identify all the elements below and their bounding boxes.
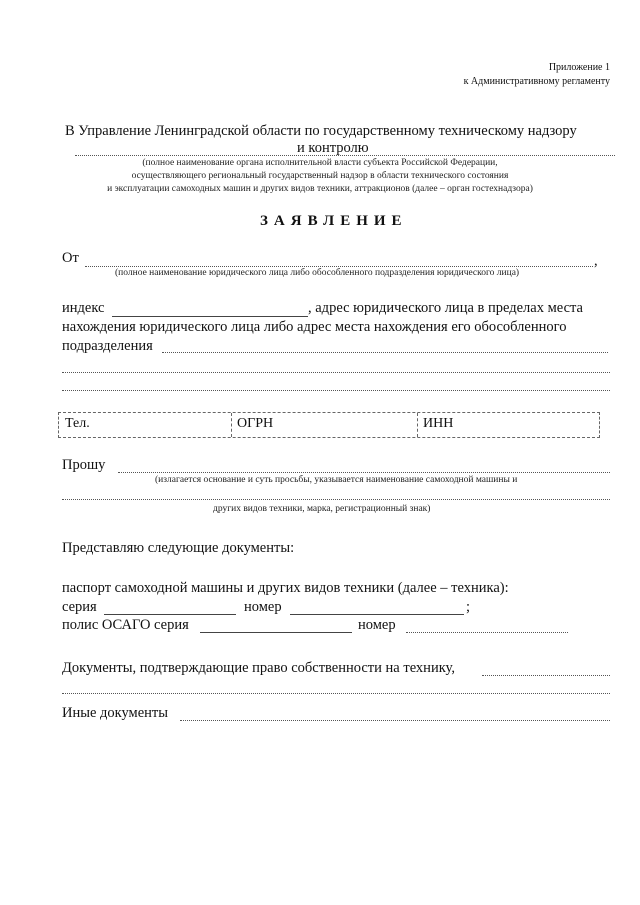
passport-line: паспорт самоходной машины и других видов техники (далее – техника): bbox=[62, 580, 509, 596]
addressee-line2: и контролю bbox=[297, 140, 369, 156]
other-docs-field[interactable] bbox=[180, 720, 610, 721]
request-field-1[interactable] bbox=[118, 472, 610, 473]
request-label: Прошу bbox=[62, 457, 106, 473]
address-field-1[interactable] bbox=[162, 352, 608, 353]
ownership-field-1[interactable] bbox=[482, 675, 610, 676]
address-line3: подразделения bbox=[62, 338, 153, 354]
osago-number-label: номер bbox=[358, 617, 396, 633]
address-line1: , адрес юридического лица в пределах места bbox=[308, 300, 583, 316]
documents-intro: Представляю следующие документы: bbox=[62, 540, 295, 556]
passport-number-field[interactable] bbox=[290, 614, 464, 615]
addressee-note2: осуществляющего региональный государственный надзор в области технического состояния bbox=[131, 171, 509, 181]
tel-cell[interactable]: Тел. bbox=[65, 416, 90, 431]
ownership-label: Документы, подтверждающие право собственности на технику, bbox=[62, 660, 455, 676]
index-label: индекс bbox=[62, 300, 105, 316]
ownership-field-2[interactable] bbox=[62, 693, 610, 694]
other-docs-label: Иные документы bbox=[62, 705, 169, 721]
ogrn-cell[interactable]: ОГРН bbox=[237, 416, 274, 431]
addressee-line1: В Управление Ленинградской области по государственному техническому надзору bbox=[65, 123, 577, 139]
address-field-3[interactable] bbox=[62, 390, 610, 391]
inn-cell[interactable]: ИНН bbox=[423, 416, 454, 431]
from-label: От bbox=[62, 250, 79, 266]
appendix-reference: к Административному регламенту bbox=[463, 76, 610, 87]
request-field-2[interactable] bbox=[62, 499, 610, 500]
passport-series-field[interactable] bbox=[104, 614, 236, 615]
from-field[interactable] bbox=[85, 266, 593, 267]
passport-semicolon: ; bbox=[466, 599, 471, 615]
passport-series-label: серия bbox=[62, 599, 97, 615]
osago-series-field[interactable] bbox=[200, 632, 352, 633]
addressee-underline bbox=[75, 155, 615, 156]
index-field[interactable] bbox=[112, 316, 308, 317]
addressee-note1: (полное наименование органа исполнительной власти субъекта Российской Федерации, bbox=[142, 158, 498, 168]
osago-number-field[interactable] bbox=[406, 632, 568, 633]
address-field-2[interactable] bbox=[62, 372, 610, 373]
addressee-note3: и эксплуатации самоходных машин и других видов техники, аттракционов (далее – орган гостехнадзора) bbox=[107, 184, 533, 194]
osago-label: полис ОСАГО серия bbox=[62, 617, 189, 633]
address-line2: нахождения юридического лица либо адрес места нахождения его обособленного bbox=[62, 319, 567, 335]
request-note2: других видов техники, марка, регистрационный знак) bbox=[213, 504, 431, 514]
contacts-table bbox=[58, 412, 600, 438]
request-note1: (излагается основание и суть просьбы, указывается наименование самоходной машины и bbox=[155, 475, 518, 485]
passport-number-label: номер bbox=[244, 599, 282, 615]
document-title: ЗАЯВЛЕНИЕ bbox=[260, 213, 408, 229]
from-note: (полное наименование юридического лица либо обособленного подразделения юридического лица) bbox=[115, 268, 520, 278]
from-comma: , bbox=[594, 253, 598, 269]
appendix-number: Приложение 1 bbox=[548, 62, 610, 73]
